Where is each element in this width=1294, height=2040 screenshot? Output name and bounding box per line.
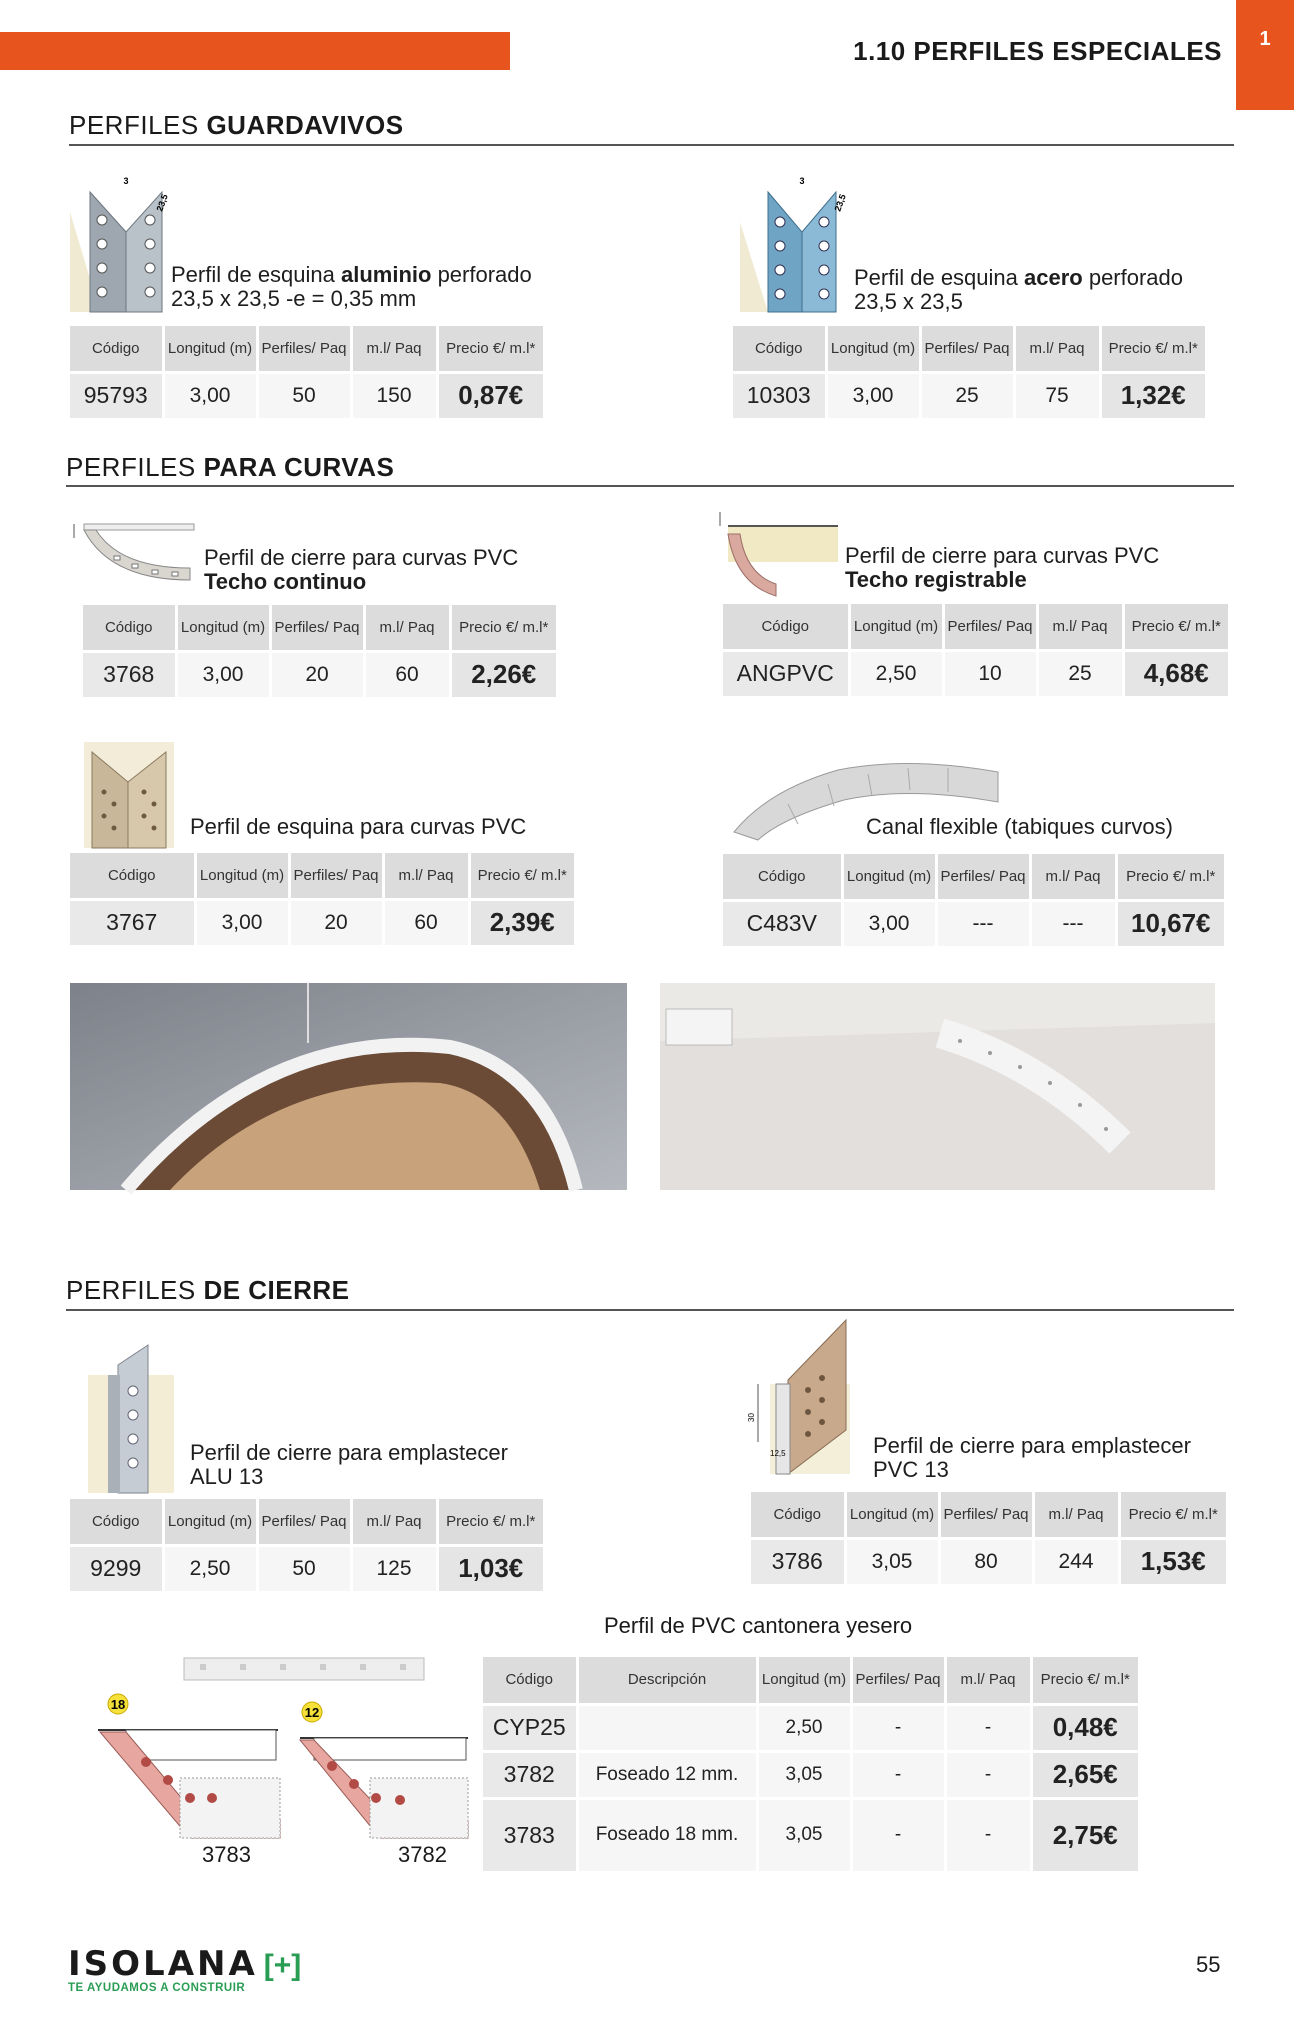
- col-precio: Precio €/ m.l*: [450, 605, 556, 651]
- col-precio: Precio €/ m.l*: [1100, 326, 1205, 372]
- dimension-label: 30: [747, 1413, 756, 1422]
- product-name-3768: [204, 546, 518, 594]
- cell-codigo: 9299: [70, 1545, 163, 1592]
- cell-precio: 2,26€: [450, 651, 556, 698]
- col-precio: Precio €/ m.l*: [437, 1499, 543, 1545]
- product-line: Perfil de cierre para emplastecer: [190, 1440, 508, 1465]
- product-dimensions: 23,5 x 23,5 -e = 0,35 mm: [171, 286, 417, 311]
- arch-detail-photo: [660, 983, 1215, 1190]
- cell-ml: 60: [364, 651, 450, 698]
- cell-precio: 2,65€: [1031, 1751, 1138, 1798]
- product-name-3767: [190, 815, 526, 839]
- cell-longitud: 3,00: [163, 372, 257, 419]
- col-longitud: Longitud (m): [826, 326, 920, 372]
- table-row: [70, 372, 543, 419]
- product-name-c483v: [866, 815, 1173, 839]
- table-row: [723, 900, 1224, 947]
- name-bold: aluminio: [341, 262, 432, 287]
- cell-ml: 244: [1033, 1538, 1119, 1585]
- cell-longitud: 2,50: [757, 1704, 851, 1751]
- col-longitud: Longitud (m): [757, 1657, 851, 1704]
- dimension-label: 3: [799, 176, 805, 186]
- cell-longitud: 2,50: [163, 1545, 257, 1592]
- product-name-angpvc: [845, 544, 1159, 592]
- col-precio: Precio €/ m.l*: [469, 853, 574, 899]
- header-accent-bar: [0, 32, 510, 70]
- plus-icon: [+]: [263, 1949, 302, 1982]
- cell-perfiles: -: [851, 1751, 945, 1798]
- section-prefix: PERFILES: [66, 1275, 204, 1305]
- cell-codigo: ANGPVC: [723, 650, 849, 697]
- cell-perfiles: 50: [257, 1545, 351, 1592]
- registrable-ceiling-profile-image: [716, 504, 841, 600]
- section-title-guardavivos: [69, 110, 404, 141]
- name-bold: acero: [1024, 265, 1083, 290]
- cell-perfiles: 10: [943, 650, 1037, 697]
- col-perfiles: Perfiles/ Paq: [939, 1492, 1033, 1538]
- cell-precio: 4,68€: [1123, 650, 1228, 697]
- table-row: [483, 1704, 1138, 1751]
- col-perfiles: Perfiles/ Paq: [270, 605, 364, 651]
- cell-descripcion: Foseado 12 mm.: [577, 1751, 757, 1798]
- spec-table-3767: [70, 853, 574, 948]
- cell-codigo: 3786: [751, 1538, 845, 1585]
- col-longitud: Longitud (m): [849, 604, 943, 650]
- col-ml-paq: m.l/ Paq: [383, 853, 469, 899]
- col-codigo: Código: [723, 854, 842, 900]
- col-precio: Precio €/ m.l*: [1119, 1492, 1226, 1538]
- cell-perfiles: 20: [289, 899, 383, 946]
- col-perfiles: Perfiles/ Paq: [289, 853, 383, 899]
- cell-longitud: 2,50: [849, 650, 943, 697]
- col-ml-paq: m.l/ Paq: [364, 605, 450, 651]
- table-row: [733, 372, 1205, 419]
- cell-codigo: 3768: [83, 651, 176, 698]
- spec-table-95793: [70, 326, 543, 421]
- dimension-label: 3: [123, 176, 129, 186]
- cell-codigo: C483V: [723, 900, 842, 947]
- brand-tagline: TE AYUDAMOS A CONSTRUIR: [68, 1982, 246, 1994]
- cell-perfiles: -: [851, 1704, 945, 1751]
- section-divider: [66, 485, 1234, 487]
- product-line: Perfil de cierre para emplastecer: [873, 1433, 1191, 1458]
- caption-3783: 3783: [202, 1842, 251, 1867]
- spec-table-3768: [83, 605, 556, 700]
- table-row: [483, 1751, 1138, 1798]
- section-divider: [69, 144, 1234, 146]
- cell-longitud: 3,00: [842, 900, 936, 947]
- alu13-closure-profile-image: [88, 1335, 174, 1493]
- name-part: Perfil de esquina: [854, 265, 1024, 290]
- product-dimensions: 23,5 x 23,5: [854, 289, 963, 314]
- section-title-cierre: [66, 1275, 350, 1306]
- spec-table-3786: [751, 1492, 1226, 1587]
- cantonera-profiles-diagram: [70, 1650, 470, 1870]
- cell-codigo: CYP25: [483, 1704, 577, 1751]
- cell-longitud: 3,05: [845, 1538, 939, 1585]
- product-name-10303: [854, 266, 1183, 314]
- col-descripcion: Descripción: [577, 1657, 757, 1704]
- col-perfiles: Perfiles/ Paq: [257, 1499, 351, 1545]
- product-line: Canal flexible (tabiques curvos): [866, 814, 1173, 839]
- cell-ml: 125: [351, 1545, 437, 1592]
- cell-precio: 0,87€: [437, 372, 543, 419]
- cell-perfiles: 25: [920, 372, 1014, 419]
- cell-perfiles: 80: [939, 1538, 1033, 1585]
- col-codigo: Código: [70, 853, 195, 899]
- curve-corner-profile-image: [84, 742, 174, 848]
- cell-codigo: 3782: [483, 1751, 577, 1798]
- col-codigo: Código: [723, 604, 849, 650]
- cell-perfiles: ---: [936, 900, 1030, 947]
- cell-perfiles: -: [851, 1798, 945, 1872]
- dimension-label: 23,5: [832, 192, 848, 213]
- col-perfiles: Perfiles/ Paq: [943, 604, 1037, 650]
- product-line: Perfil de cierre para curvas PVC: [845, 543, 1160, 568]
- table-row: [70, 1545, 543, 1592]
- col-ml-paq: m.l/ Paq: [1014, 326, 1100, 372]
- cantonera-title: Perfil de PVC cantonera yesero: [604, 1613, 913, 1638]
- name-part: perforado: [1082, 265, 1184, 290]
- col-longitud: Longitud (m): [195, 853, 289, 899]
- section-prefix: PERFILES: [69, 110, 207, 140]
- spec-table-angpvc: [723, 604, 1228, 699]
- cell-descripcion: Foseado 18 mm.: [577, 1798, 757, 1872]
- col-precio: Precio €/ m.l*: [1031, 1657, 1138, 1704]
- cell-ml: ---: [1030, 900, 1116, 947]
- cell-perfiles: 50: [257, 372, 351, 419]
- table-row: [83, 651, 556, 698]
- col-longitud: Longitud (m): [163, 1499, 257, 1545]
- label-18: 18: [110, 1697, 126, 1712]
- aluminium-corner-bead-image: [70, 172, 170, 312]
- cell-longitud: 3,00: [826, 372, 920, 419]
- product-line-bold: Techo registrable: [845, 567, 1027, 592]
- section-bold: PARA CURVAS: [203, 452, 395, 482]
- table-row: [723, 650, 1228, 697]
- cell-codigo: 3767: [70, 899, 195, 946]
- table-row: [70, 899, 574, 946]
- col-perfiles: Perfiles/ Paq: [851, 1657, 945, 1704]
- col-codigo: Código: [70, 1499, 163, 1545]
- product-line: PVC 13: [873, 1457, 949, 1482]
- name-part: perforado: [431, 262, 532, 287]
- chapter-number: 1: [1259, 28, 1271, 50]
- product-name-95793: [171, 263, 532, 311]
- cell-ml: 150: [351, 372, 437, 419]
- cell-ml: 75: [1014, 372, 1100, 419]
- dimension-label: 12,5: [770, 1449, 786, 1458]
- cell-precio: 1,03€: [437, 1545, 543, 1592]
- col-precio: Precio €/ m.l*: [1123, 604, 1228, 650]
- col-codigo: Código: [483, 1657, 577, 1704]
- cell-precio: 10,67€: [1116, 900, 1224, 947]
- col-ml-paq: m.l/ Paq: [1030, 854, 1116, 900]
- cell-ml: 60: [383, 899, 469, 946]
- product-line-bold: Techo continuo: [204, 569, 367, 594]
- spec-table-cantonera: [483, 1657, 1138, 1874]
- col-longitud: Longitud (m): [176, 605, 270, 651]
- col-ml-paq: m.l/ Paq: [1033, 1492, 1119, 1538]
- col-codigo: Código: [751, 1492, 845, 1538]
- name-part: Perfil de esquina: [171, 262, 341, 287]
- cell-longitud: 3,05: [757, 1751, 851, 1798]
- section-divider: [66, 1309, 1234, 1311]
- brand-name: ISOLANA: [68, 1944, 258, 1984]
- cell-ml: -: [945, 1751, 1031, 1798]
- page-number: 55: [1196, 1952, 1221, 1977]
- chapter-tab: [1236, 0, 1294, 110]
- col-ml-paq: m.l/ Paq: [1037, 604, 1123, 650]
- caption-3782: 3782: [398, 1842, 447, 1867]
- col-ml-paq: m.l/ Paq: [351, 1499, 437, 1545]
- cell-precio: 0,48€: [1031, 1704, 1138, 1751]
- curve-closure-profile-image: [70, 510, 195, 590]
- product-line: Perfil de esquina para curvas PVC: [190, 814, 527, 839]
- steel-corner-bead-image: [740, 172, 850, 312]
- table-row: [483, 1798, 1138, 1872]
- col-codigo: Código: [733, 326, 826, 372]
- cell-longitud: 3,00: [176, 651, 270, 698]
- section-bold: DE CIERRE: [203, 1275, 350, 1305]
- col-perfiles: Perfiles/ Paq: [257, 326, 351, 372]
- cell-perfiles: 20: [270, 651, 364, 698]
- product-line: ALU 13: [190, 1464, 264, 1489]
- cell-longitud: 3,05: [757, 1798, 851, 1872]
- pvc13-closure-profile-image: [747, 1320, 850, 1480]
- col-codigo: Código: [70, 326, 163, 372]
- col-codigo: Código: [83, 605, 176, 651]
- col-longitud: Longitud (m): [842, 854, 936, 900]
- cell-descripcion: [577, 1704, 757, 1751]
- table-row: [751, 1538, 1226, 1585]
- section-title-curvas: [66, 452, 394, 483]
- spec-table-9299: [70, 1499, 543, 1594]
- spec-table-c483v: [723, 854, 1224, 949]
- col-perfiles: Perfiles/ Paq: [920, 326, 1014, 372]
- cell-precio: 1,32€: [1100, 372, 1205, 419]
- spec-table-10303: [733, 326, 1205, 421]
- col-longitud: Longitud (m): [845, 1492, 939, 1538]
- dimension-label: 23,5: [154, 192, 170, 213]
- cell-codigo: 3783: [483, 1798, 577, 1872]
- cell-codigo: 95793: [70, 372, 163, 419]
- product-name-9299: [190, 1441, 508, 1489]
- section-prefix: PERFILES: [66, 452, 204, 482]
- isolana-logo: [68, 1944, 301, 1994]
- section-bold: GUARDAVIVOS: [206, 110, 404, 140]
- cell-ml: -: [945, 1798, 1031, 1872]
- arch-installation-photo: [70, 983, 627, 1190]
- col-precio: Precio €/ m.l*: [1116, 854, 1224, 900]
- label-12: 12: [304, 1705, 320, 1720]
- cell-longitud: 3,00: [195, 899, 289, 946]
- product-line: Perfil de cierre para curvas PVC: [204, 545, 519, 570]
- chapter-title: 1.10 PERFILES ESPECIALES: [853, 36, 1222, 66]
- cell-ml: -: [945, 1704, 1031, 1751]
- cell-precio: 2,75€: [1031, 1798, 1138, 1872]
- col-precio: Precio €/ m.l*: [437, 326, 543, 372]
- product-name-3786: [873, 1434, 1191, 1482]
- col-perfiles: Perfiles/ Paq: [936, 854, 1030, 900]
- cell-ml: 25: [1037, 650, 1123, 697]
- col-ml-paq: m.l/ Paq: [945, 1657, 1031, 1704]
- col-longitud: Longitud (m): [163, 326, 257, 372]
- cell-precio: 2,39€: [469, 899, 574, 946]
- cell-codigo: 10303: [733, 372, 826, 419]
- col-ml-paq: m.l/ Paq: [351, 326, 437, 372]
- cell-precio: 1,53€: [1119, 1538, 1226, 1585]
